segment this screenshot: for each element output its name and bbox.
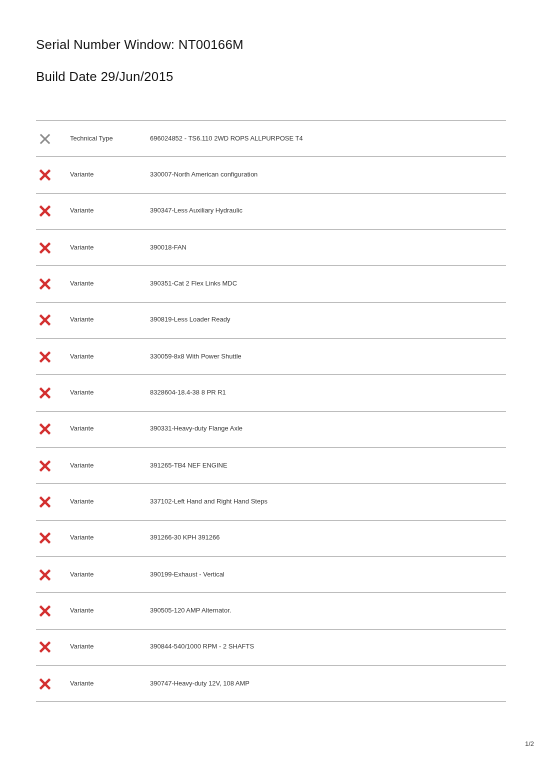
row-description: 390844-540/1000 RPM - 2 SHAFTS — [150, 643, 255, 651]
table-row — [36, 630, 506, 666]
row-type: Variante — [70, 534, 94, 542]
red-x-icon — [39, 532, 51, 544]
row-type: Variante — [70, 462, 94, 470]
row-type: Variante — [70, 171, 94, 179]
table-row — [36, 375, 506, 411]
red-x-icon — [39, 641, 51, 653]
red-x-icon — [39, 460, 51, 472]
row-type: Variante — [70, 316, 94, 324]
row-description: 390347-Less Auxiliary Hydraulic — [150, 207, 243, 215]
row-type: Variante — [70, 498, 94, 506]
row-description: 390747-Heavy-duty 12V, 108 AMP — [150, 680, 250, 688]
row-description: 8328604-18.4-38 8 PR R1 — [150, 389, 226, 397]
row-type: Technical Type — [70, 135, 113, 143]
table-row — [36, 521, 506, 557]
row-type: Variante — [70, 280, 94, 288]
table-row — [36, 339, 506, 375]
red-x-icon — [39, 496, 51, 508]
table-row — [36, 412, 506, 448]
red-x-icon — [39, 678, 51, 690]
row-description: 330059-8x8 With Power Shuttle — [150, 353, 242, 361]
table-row — [36, 593, 506, 629]
row-type: Variante — [70, 353, 94, 361]
table-row — [36, 448, 506, 484]
row-description: 337102-Left Hand and Right Hand Steps — [150, 498, 268, 506]
row-description: 391266-30 KPH 391266 — [150, 534, 220, 542]
row-description: 390819-Less Loader Ready — [150, 316, 231, 324]
table-row — [36, 266, 506, 302]
table-row — [36, 303, 506, 339]
row-description: 390199-Exhaust - Vertical — [150, 571, 225, 579]
row-type: Variante — [70, 244, 94, 252]
table-row — [36, 121, 506, 157]
table-row — [36, 194, 506, 230]
page-number: 1/2 — [524, 741, 534, 748]
red-x-icon — [39, 387, 51, 399]
red-x-icon — [39, 242, 51, 254]
row-type: Variante — [70, 571, 94, 579]
table-row — [36, 230, 506, 266]
red-x-icon — [39, 314, 51, 326]
row-description: 390505-120 AMP Alternator. — [150, 607, 232, 615]
red-x-icon — [39, 169, 51, 181]
table-row — [36, 557, 506, 593]
gray-x-icon — [39, 133, 51, 145]
row-description: 696024852 - TS6.110 2WD ROPS ALLPURPOSE T4 — [150, 135, 303, 143]
red-x-icon — [39, 205, 51, 217]
red-x-icon — [39, 569, 51, 581]
red-x-icon — [39, 278, 51, 290]
row-type: Variante — [70, 389, 94, 397]
variant-table — [36, 120, 506, 702]
serial-number-title: Serial Number Window: NT00166M — [36, 37, 244, 52]
red-x-icon — [39, 423, 51, 435]
row-description: 330007-North American configuration — [150, 171, 258, 179]
row-type: Variante — [70, 207, 94, 215]
build-date-title: Build Date 29/Jun/2015 — [36, 69, 174, 84]
row-description: 390018-FAN — [150, 244, 187, 252]
table-row — [36, 484, 506, 520]
table-row — [36, 157, 506, 193]
row-type: Variante — [70, 680, 94, 688]
red-x-icon — [39, 605, 51, 617]
row-description: 390351-Cat 2 Flex Links MDC — [150, 280, 238, 288]
row-type: Variante — [70, 607, 94, 615]
table-row — [36, 666, 506, 702]
row-type: Variante — [70, 425, 94, 433]
row-description: 391265-TB4 NEF ENGINE — [150, 462, 228, 470]
red-x-icon — [39, 351, 51, 363]
row-type: Variante — [70, 643, 94, 651]
row-description: 390331-Heavy-duty Flange Axle — [150, 425, 243, 433]
